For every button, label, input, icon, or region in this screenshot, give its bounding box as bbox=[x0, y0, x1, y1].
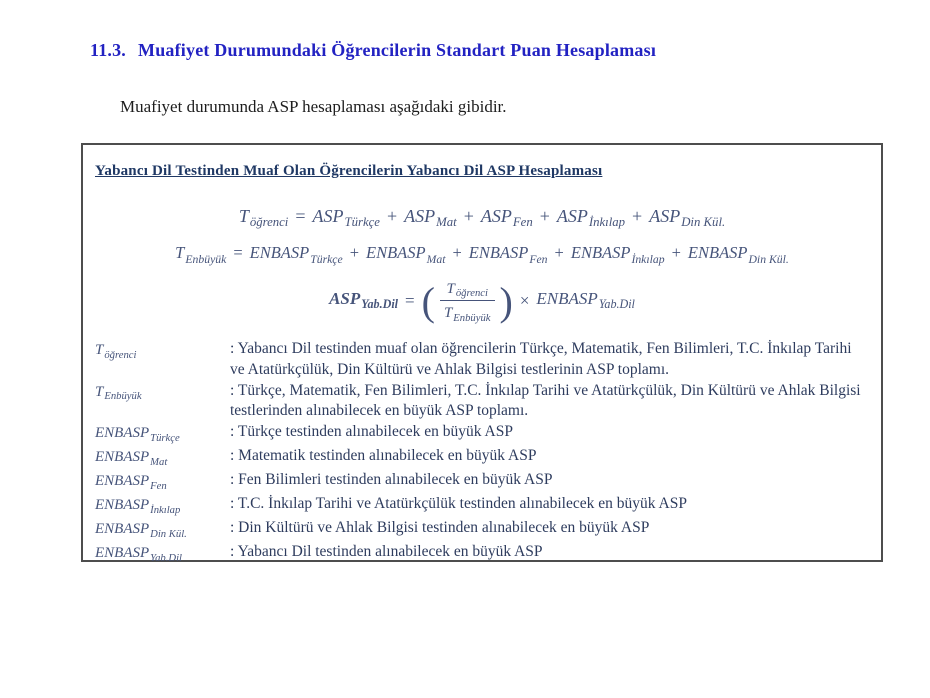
math-var: $ENBASP_{Fen}$ bbox=[468, 243, 548, 266]
formula-box bbox=[81, 143, 883, 562]
fraction bbox=[437, 278, 498, 324]
math-var: $ENBASP_{Din Kül.}$ bbox=[95, 521, 187, 540]
math-var: $ENBASP_{Yab.Dil}$ bbox=[536, 289, 635, 312]
math-var: $ASP_{Fen}$ bbox=[480, 206, 533, 230]
math-operator: + bbox=[671, 243, 681, 263]
definition-description: : Türkçe, Matematik, Fen Bilimleri, T.C. İnkılap Tarihi ve Atatürkçülük, Din Kültürü ve Ahlak Bilgisi testlerinden alınabilecek en büyük ASP toplamı. bbox=[230, 381, 861, 420]
definition-description: : Matematik testinden alınabilecek en büyük ASP bbox=[230, 447, 537, 465]
math-operator: + bbox=[632, 206, 643, 226]
definition-term bbox=[95, 494, 230, 518]
math-var: $ENBASP_{Türkçe}$ bbox=[95, 425, 180, 444]
math-var: $ENBASP_{Yab.Dil}$ bbox=[95, 544, 182, 564]
definition-term bbox=[95, 518, 230, 542]
math-operator: × bbox=[519, 290, 530, 310]
definition-description: : Yabancı Dil testinden muaf olan öğrencilerin Türkçe, Matematik, Fen Bilimleri, T.C. İnkılap Tarihi ve Atatürkçülük, Din Kültürü ve Ahlak Bilgisi testlerinin ASP toplamı. bbox=[230, 340, 852, 378]
section-title: Muafiyet Durumundaki Öğrencilerin Standart Puan Hesaplaması bbox=[138, 40, 657, 60]
definition-row bbox=[95, 470, 869, 494]
math-var: $ASP_{Din Kül.}$ bbox=[649, 206, 726, 230]
math-var: $ENBASP_{İnkılap}$ bbox=[95, 497, 181, 516]
formula-maximum-total bbox=[95, 243, 869, 265]
definition-term bbox=[95, 422, 230, 446]
math-var: $ASP_{Türkçe}$ bbox=[312, 206, 380, 230]
math-var: $T_{öğrenci}$ bbox=[238, 206, 289, 230]
section-heading bbox=[90, 40, 656, 61]
math-var: $ASP_{Mat}$ bbox=[404, 206, 457, 230]
definition-description: : Türkçe testinden alınabilecek en büyük ASP bbox=[230, 423, 513, 441]
math-var: $ASP_{Yab.Dil}$ bbox=[329, 289, 399, 312]
definition-term bbox=[95, 542, 230, 566]
definition-row bbox=[95, 381, 869, 423]
fraction-numerator bbox=[440, 278, 495, 302]
definition-row bbox=[95, 422, 869, 446]
definition-row bbox=[95, 446, 869, 470]
definition-term bbox=[95, 470, 230, 494]
intro-paragraph: Muafiyet durumunda ASP hesaplaması aşağıdaki gibidir. bbox=[120, 97, 507, 116]
definition-term bbox=[95, 446, 230, 470]
math-var: $T_{Enbüyük}$ bbox=[175, 243, 227, 266]
math-var: $T_{Enbüyük}$ bbox=[95, 383, 142, 403]
definition-description: : T.C. İnkılap Tarihi ve Atatürkçülük testinden alınabilecek en büyük ASP bbox=[230, 495, 687, 513]
math-operator: + bbox=[386, 206, 398, 226]
definition-row bbox=[95, 542, 869, 566]
math-operator: + bbox=[539, 206, 550, 226]
math-var: $ENBASP_{İnkılap}$ bbox=[570, 243, 665, 266]
definition-term bbox=[95, 339, 230, 363]
math-var: $T_{Enbüyük}$ bbox=[443, 305, 491, 324]
math-var: $ENBASP_{Mat}$ bbox=[366, 243, 446, 266]
math-operator: + bbox=[349, 243, 360, 263]
formula-student-total bbox=[95, 206, 869, 230]
definition-term bbox=[95, 381, 230, 405]
math-operator: = bbox=[233, 243, 243, 263]
definition-row bbox=[95, 494, 869, 518]
fraction-denominator bbox=[437, 301, 498, 324]
definition-description: : Fen Bilimleri testinden alınabilecek en büyük ASP bbox=[230, 471, 553, 489]
math-operator: + bbox=[554, 243, 564, 263]
definition-description: : Yabancı Dil testinden alınabilecek en büyük ASP bbox=[230, 542, 543, 560]
definition-description: : Din Kültürü ve Ahlak Bilgisi testinden alınabilecek en büyük ASP bbox=[230, 519, 650, 536]
definitions-list bbox=[95, 339, 869, 566]
math-var: $ENBASP_{Din Kül.}$ bbox=[687, 243, 789, 266]
math-operator: = bbox=[405, 290, 415, 310]
section-number: 11.3. bbox=[90, 40, 127, 60]
math-var: $ENBASP_{Türkçe}$ bbox=[249, 243, 343, 266]
math-var: $T_{öğrenci}$ bbox=[446, 280, 488, 300]
math-var: $ENBASP_{Mat}$ bbox=[95, 449, 168, 468]
box-heading: Yabancı Dil Testinden Muaf Olan Öğrencilerin Yabancı Dil ASP Hesaplaması bbox=[95, 163, 603, 179]
math-var: $T_{öğrenci}$ bbox=[95, 342, 137, 361]
math-operator: + bbox=[452, 243, 462, 263]
formula-foreign-language-asp: $ASP_{Yab.Dil}$ = ( $\frac{T_{öğrenci}}{T_{Enbüyük}}$ ) × $ENBASP_{Yab.Dil}$ bbox=[329, 278, 635, 324]
math-operator: + bbox=[463, 206, 474, 226]
math-var: $ENBASP_{Fen}$ bbox=[95, 473, 167, 492]
definition-row bbox=[95, 518, 869, 542]
definition-row bbox=[95, 339, 869, 381]
math-var: $ASP_{İnkılap}$ bbox=[556, 206, 626, 230]
math-operator: = bbox=[295, 206, 306, 226]
